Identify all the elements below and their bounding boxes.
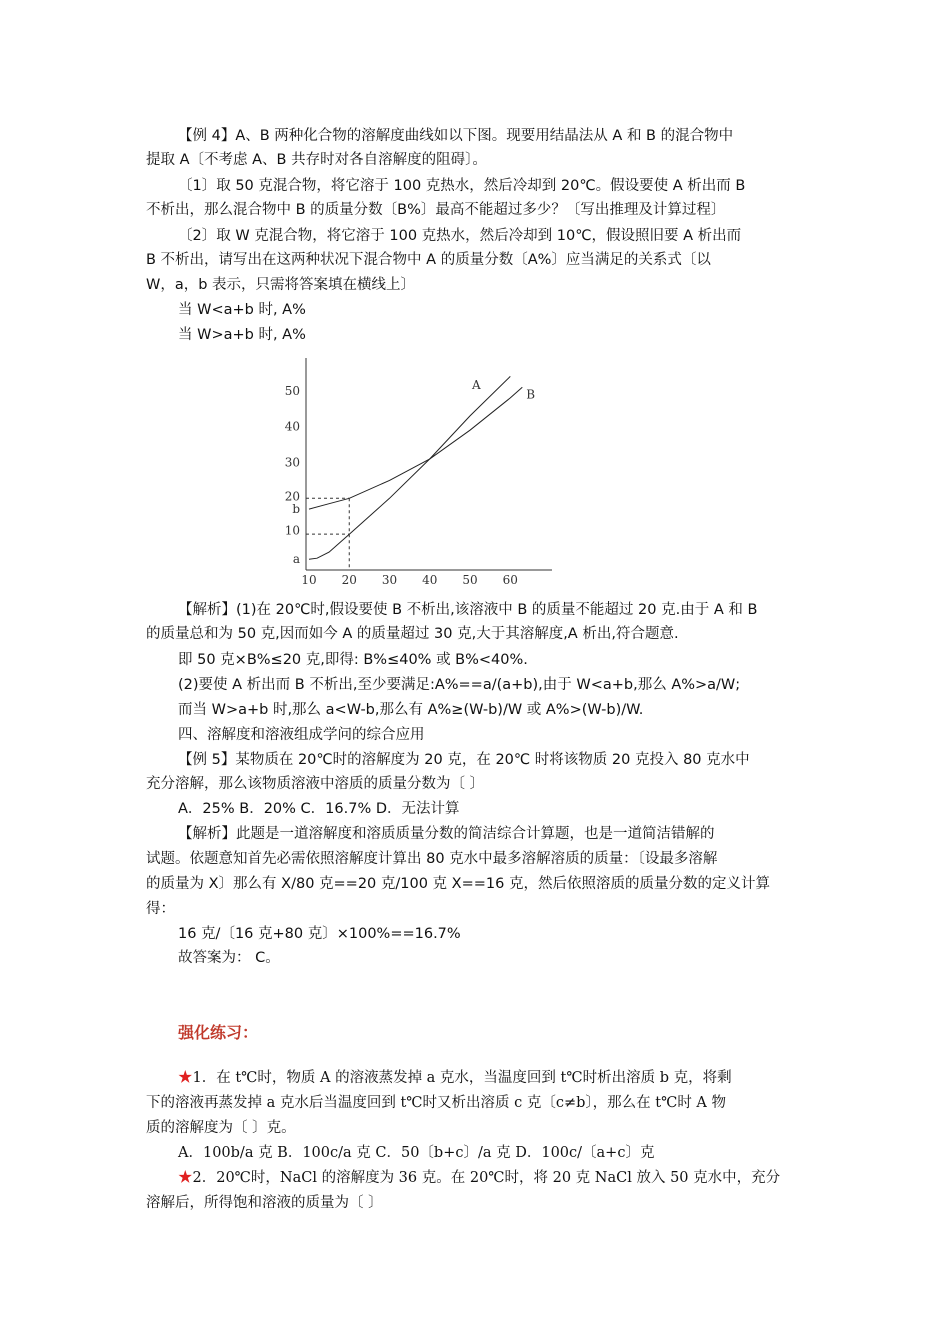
example4-q1-line2: 不析出，那么混合物中 B 的质量分数〔B%〕最高不能超过多少？〔写出推理及计算过程〕 — [146, 202, 726, 218]
analysis4-line5: 而当 W>a+b 时,那么 a<W-b,那么有 A%≥(W-b)/W 或 A%>(W-b)/W. — [178, 702, 644, 718]
chart-labels — [471, 378, 535, 402]
practice-q2-line1 — [178, 1166, 840, 1190]
practice-q1-text: 1．在 t℃时，物质 A 的溶液蒸发掉 a 克水，当温度回到 t℃时析出溶质 b 克，将剩 — [192, 1070, 732, 1086]
x-tick-label: 30 — [381, 573, 398, 587]
y-tick-label: 50 — [284, 383, 300, 398]
x-tick-label: 60 — [502, 573, 518, 587]
example5-analysis-line3: 的质量为 X〕那么有 X/80 克==20 克/100 克 X==16 克，然后依照溶质的质量分数的定义计算 — [146, 876, 770, 892]
practice-q2-line2: 溶解后，所得饱和溶液的质量为〔 〕 — [146, 1195, 383, 1211]
practice-q2-text: 2．20℃时，NaCl 的溶解度为 36 克。在 20℃时，将 20 克 NaCl 放入 50 克水中，充分 — [192, 1170, 781, 1186]
x-tick-label: 10 — [301, 573, 317, 587]
solubility-chart — [270, 352, 570, 592]
practice-q1-line1 — [178, 1066, 840, 1090]
x-tick-label: 50 — [462, 573, 478, 587]
example4-case2: 当 W>a+b 时, A% — [178, 327, 306, 343]
example4-q2-line2: B 不析出，请写出在这两种状况下混合物中 A 的质量分数〔A%〕应当满足的关系式〔以 — [146, 252, 711, 268]
y-tick-label: a — [292, 552, 300, 567]
analysis4-line4: (2)要使 A 析出而 B 不析出,至少要满足:A%==a/(a+b),由于 W<a+b,那么 A%>a/W; — [178, 677, 741, 693]
example5-analysis-line5: 16 克/〔16 克+80 克〕×100%==16.7% — [178, 926, 461, 942]
example4-line2: 提取 A〔不考虑 A、B 共存时对各自溶解度的阻碍〕。 — [146, 152, 487, 168]
practice-heading: 强化练习： — [178, 1023, 259, 1042]
example5-line1: 【例 5】某物质在 20℃时的溶解度为 20 克，在 20℃ 时将该物质 20 克投入 80 克水中 — [178, 752, 750, 768]
series-line-A — [309, 376, 510, 559]
practice-q1-line2: 下的溶液再蒸发掉 a 克水后当温度回到 t℃时又析出溶质 c 克〔c≠b〕，那么在 t℃时 A 物 — [146, 1095, 727, 1111]
practice-q1-line3: 质的溶解度为〔 〕克。 — [146, 1120, 296, 1136]
section4-heading: 四、溶解度和溶液组成学问的综合应用 — [178, 727, 425, 743]
y-tick-label: b — [292, 502, 300, 517]
analysis4-line1: 【解析】(1)在 20℃时,假设要使 B 不析出,该溶液中 B 的质量不能超过 20 克.由于 A 和 B — [178, 602, 758, 618]
y-tick-label: 30 — [284, 455, 300, 470]
example5-answer: 故答案为： C。 — [178, 950, 280, 966]
analysis4-line3: 即 50 克×B%≤20 克,即得: B%≤40% 或 B%<40%. — [178, 652, 528, 668]
example4-case1: 当 W<a+b 时, A% — [178, 302, 306, 318]
example4-q2-line3: W，a，b 表示，只需将答案填在横线上〕 — [146, 277, 416, 293]
y-tick-label: 10 — [284, 523, 300, 538]
x-tick-label: 20 — [341, 573, 357, 587]
y-tick-label: 40 — [284, 419, 300, 434]
example5-analysis-line1: 【解析】此题是一道溶解度和溶质质量分数的简洁综合计算题，也是一道简洁错解的 — [178, 826, 715, 842]
example5-analysis-line2: 试题。依题意知首先必需依照溶解度计算出 80 克水中最多溶解溶质的质量：〔设最多溶解 — [146, 851, 718, 867]
example4-line1: 【例 4】A、B 两种化合物的溶解度曲线如以下图。现要用结晶法从 A 和 B 的混合物中 — [178, 128, 734, 144]
series-label-A: A — [472, 377, 481, 392]
analysis4-line2: 的质量总和为 50 克,因而如今 A 的质量超过 30 克,大于其溶解度,A 析出,符合题意. — [146, 626, 679, 642]
y-tick-label: 20 — [284, 489, 300, 504]
example4-q2-line1: 〔2〕取 W 克混合物，将它溶于 100 克热水，然后冷却到 10℃，假设照旧要 A 析出而 — [178, 228, 742, 244]
star-icon: ★ — [178, 1070, 193, 1086]
x-tick-label: 40 — [422, 573, 438, 587]
example4-q1-line1: 〔1〕取 50 克混合物，将它溶于 100 克热水，然后冷却到 20℃。假设要使 A 析出而 B — [178, 178, 746, 194]
chart-axes — [306, 358, 552, 570]
star-icon: ★ — [178, 1170, 193, 1186]
practice-q1-options: A．100b/a 克 B．100c/a 克 C．50〔b+c〕/a 克 D．100c/〔a+c〕克 — [178, 1145, 655, 1161]
series-label-B: B — [526, 387, 536, 402]
example5-analysis-line4: 得： — [146, 901, 175, 917]
chart-series — [306, 376, 522, 570]
series-line-B — [309, 387, 522, 509]
example5-line2: 充分溶解，那么该物质溶液中溶质的质量分数为〔 〕 — [146, 776, 485, 792]
example5-options: A．25% B．20% C．16.7% D．无法计算 — [178, 801, 460, 817]
